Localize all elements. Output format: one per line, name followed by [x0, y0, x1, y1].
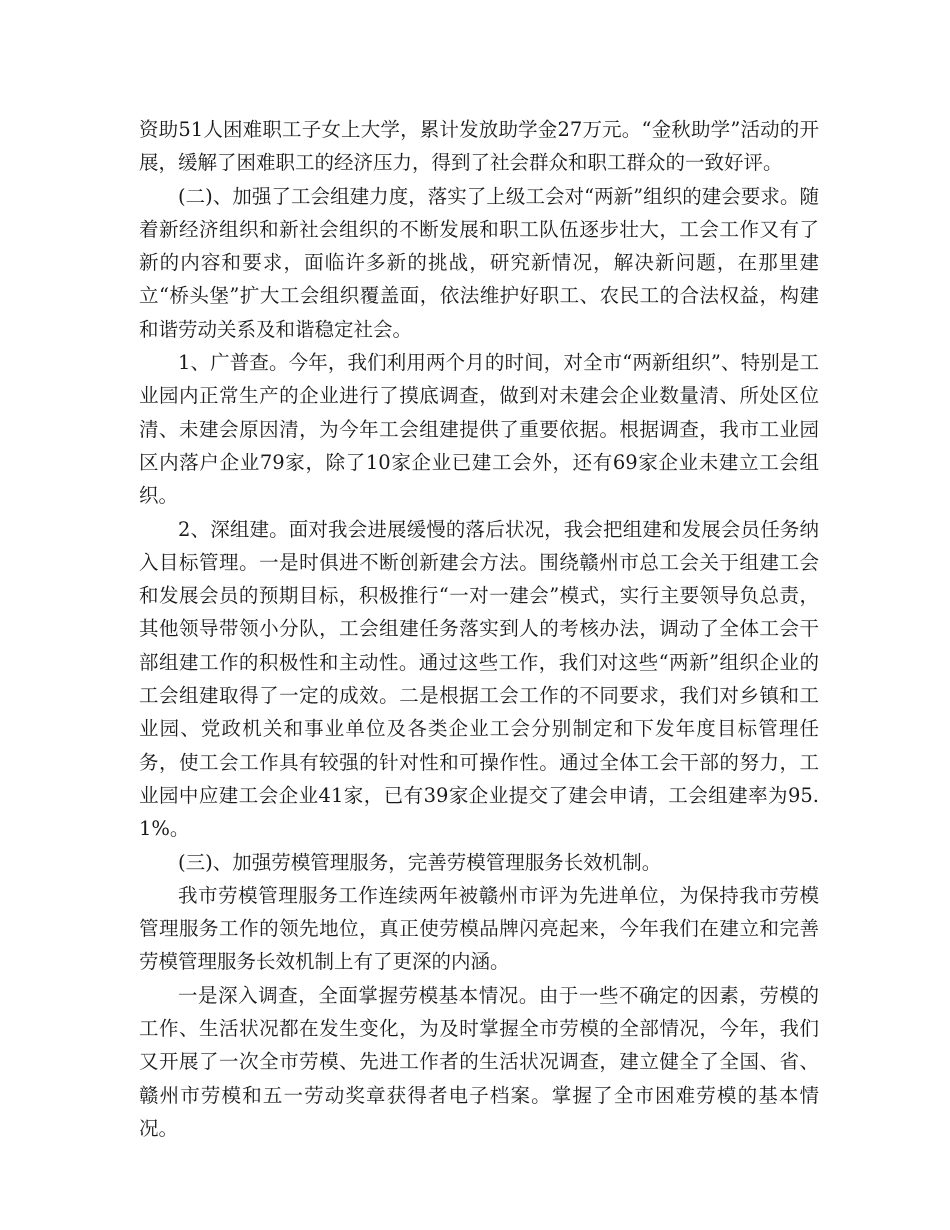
paragraph-deep-organizing: 2、深组建。面对我会进展缓慢的落后状况，我会把组建和发展会员任务纳入目标管理。一是时俱进不断创新建会方法。围绕赣州市总工会关于组建工会和发展会员的预期目标，积极推行“一对一建会”模式，实行主要领导负总责，其他领导带领小分队，工会组建任务落实到人的考核办法，调动了全体工会干部组建工作的积极性和主动性。通过这些工作，我们对这些“两新”组织企业的工会组建取得了一定的成效。二是根据工会工作的不同要求，我们对乡镇和工业园、党政机关和事业单位及各类企业工会分别制定和下发年度目标管理任务，使工会工作具有较强的针对性和可操作性。通过全体工会干部的努力，工业园中应建工会企业41家，已有39家企业提交了建会申请，工会组建率为95.1%。: [139, 517, 819, 841]
paragraph-survey: 1、广普查。今年，我们利用两个月的时间，对全市“两新组织”、特别是工业园内正常生产的企业进行了摸底调查，做到对未建会企业数量清、所处区位清、未建会原因清，为今年工会组建提供了重要依据。根据调查，我市工业园区内落户企业79家，除了10家企业已建工会外，还有69家企业未建立工会组织。: [139, 351, 819, 508]
paragraph-section-three-heading: (三)、加强劳模管理服务，完善劳模管理服务长效机制。: [178, 850, 662, 874]
paragraph-education-aid: 资助51人困难职工子女上大学，累计发放助学金27万元。“金秋助学”活动的开展，缓解了困难职工的经济压力，得到了社会群众和职工群众的一致好评。: [139, 118, 819, 175]
paragraph-section-two-heading: (二)、加强了工会组建力度，落实了上级工会对“两新”组织的建会要求。随着新经济组织和新社会组织的不断发展和职工队伍逐步壮大，工会工作又有了新的内容和要求，面临许多新的挑战，研究新情况，解决新问题，在那里建立“桥头堡”扩大工会组织覆盖面，依法维护好职工、农民工的合法权益，构建和谐劳动关系及和谐稳定社会。: [139, 184, 819, 341]
paragraph-model-worker-survey: 一是深入调查，全面掌握劳模基本情况。由于一些不确定的因素，劳模的工作、生活状况都在发生变化，为及时掌握全市劳模的全部情况，今年，我们又开展了一次全市劳模、先进工作者的生活状况调查，建立健全了全国、省、赣州市劳模和五一劳动奖章获得者电子档案。掌握了全市困难劳模的基本情况。: [139, 983, 819, 1140]
paragraph-model-worker-service: 我市劳模管理服务工作连续两年被赣州市评为先进单位，为保持我市劳模管理服务工作的领先地位，真正使劳模品牌闪亮起来，今年我们在建立和完善劳模管理服务长效机制上有了更深的内涵。: [139, 883, 819, 974]
document-body: [139, 113, 819, 1145]
